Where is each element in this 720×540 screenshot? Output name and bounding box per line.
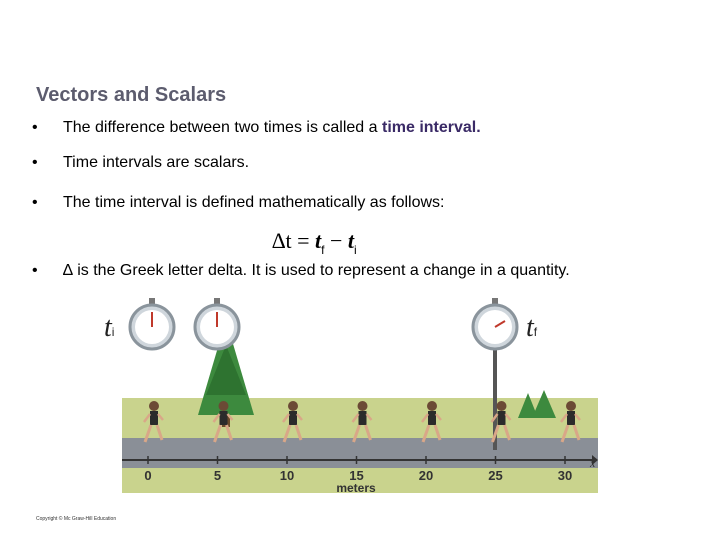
bullet-3: The time interval is defined mathematically as follows: <box>63 194 445 211</box>
bullet-4: ∆ is the Greek letter delta. It is used to represent a change in a quantity. <box>63 262 570 279</box>
label-t: t <box>526 312 534 343</box>
eq-sub-i: i <box>354 243 357 257</box>
eq-t-initial: t <box>347 228 355 253</box>
axis-tick-label: 5 <box>213 468 222 483</box>
eq-t-final: t <box>315 228 322 253</box>
runner-illustration <box>104 290 598 493</box>
bullet-glyph: • <box>32 194 38 211</box>
eq-minus: − <box>329 228 343 253</box>
label-t-initial <box>104 312 114 344</box>
axis-tick-label: 20 <box>418 468 434 483</box>
eq-delta-t: ∆t <box>272 228 292 253</box>
label-sub-f: f <box>533 325 538 339</box>
time-interval-equation <box>272 228 357 257</box>
bullet-glyph: • <box>32 262 38 279</box>
axis-tick-label: 30 <box>557 468 573 483</box>
eq-sub-f: f <box>321 243 325 257</box>
bullet-glyph: • <box>32 119 38 136</box>
label-t: t <box>104 312 112 343</box>
bullet-1-bold: time interval. <box>381 119 481 136</box>
slide-title: Vectors and Scalars <box>36 84 227 106</box>
bullet-1-text: The difference between two times is called a <box>63 119 382 136</box>
track <box>122 438 598 468</box>
axis-unit-label: meters <box>336 481 376 493</box>
bullet-1 <box>63 119 481 137</box>
axis-tick-label: 10 <box>279 468 295 483</box>
axis-tick-label: 0 <box>144 468 152 483</box>
axis-tick-label: 25 <box>488 468 503 483</box>
bullet-glyph: • <box>32 154 38 171</box>
label-t-final <box>526 312 537 344</box>
eq-equals: = <box>297 228 310 253</box>
axis-tick-label: 15 <box>349 468 364 483</box>
axis-variable-label: x <box>590 456 596 470</box>
copyright: Copyright © Mc Graw-Hill Education <box>36 516 117 522</box>
bullet-2: Time intervals are scalars. <box>63 154 250 171</box>
label-sub-i: i <box>111 325 115 339</box>
